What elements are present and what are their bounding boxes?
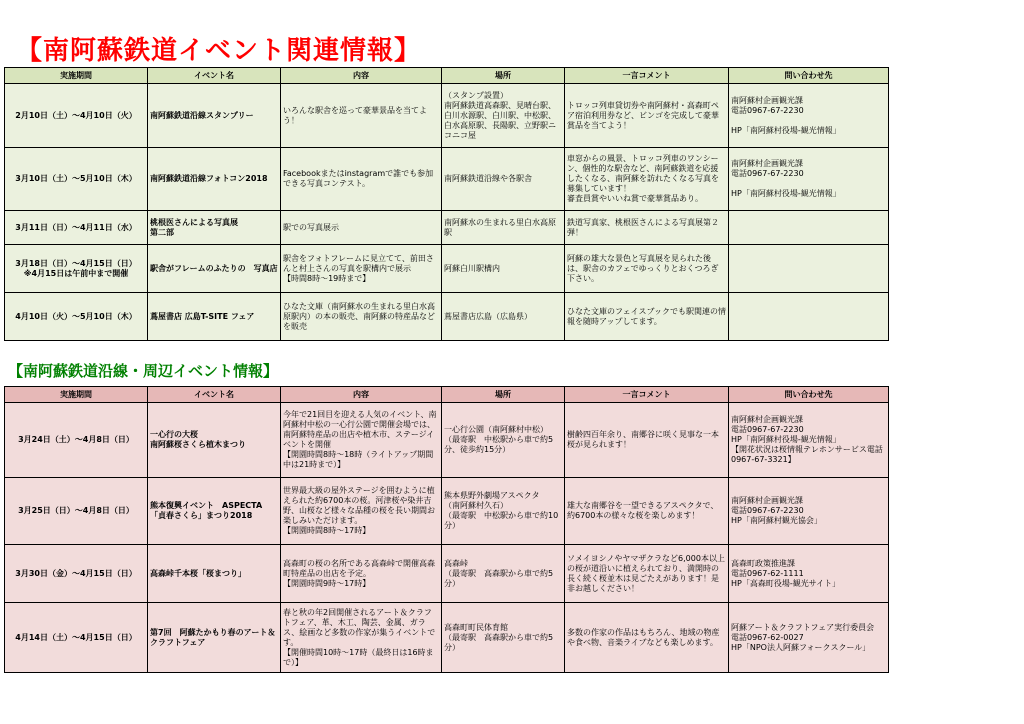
table-row xyxy=(5,603,889,673)
table-header-row xyxy=(5,68,889,84)
content-cell: 駅舎をフォトフレームに見立てて、前田さんと村上さんの写真を駅構内で展示 【時間8時～19時まで】 xyxy=(281,245,442,293)
header-content: 内容 xyxy=(281,68,442,84)
comment-cell: 鉄道写真家、桃根医さんによる写真展第２弾！ xyxy=(565,211,729,245)
place-cell: 一心行公園（南阿蘇村中松） （最寄駅 中松駅から車で約5分、徒歩約15分） xyxy=(442,403,565,478)
content-cell: Facebookまたはinstagramで誰でも参加できる写真コンテスト。 xyxy=(281,148,442,211)
period-cell: 3月30日（金）～4月15日（日） xyxy=(5,545,148,603)
content-cell: 春と秋の年2回開催されるアート＆クラフトフェア、革、木工、陶芸、金属、ガラス、絵画など多数の作家が集うイベントです。 【開催時間10時～17時（最終日は16時まで）】 xyxy=(281,603,442,673)
place-cell: （スタンプ設置） 南阿蘇鉄道高森駅、見晴台駅、白川水源駅、白川駅、中松駅、白水高原駅、長陽駅、立野駅ニコニコ屋 xyxy=(442,84,565,148)
header-period: 実施期間 xyxy=(5,68,148,84)
period-cell: 3月10日（土）～5月10日（木） xyxy=(5,148,148,211)
header-comment: 一言コメント xyxy=(565,387,729,403)
comment-cell: 雄大な南郷谷を一望できるアスペクタで、約6700本の様々な桜を楽しめます！ xyxy=(565,478,729,545)
comment-cell: 車窓からの風景、トロッコ列車のワンシーン、個性的な駅舎など、南阿蘇鉄道を応援したくなる、南阿蘇を訪れたくなる写真を募集しています！ 審査員賞やいいね賞で豪華賞品あり。 xyxy=(565,148,729,211)
event-cell: 南阿蘇鉄道沿線スタンプリー xyxy=(148,84,281,148)
table-row xyxy=(5,211,889,245)
event-cell: 蔦屋書店 広島T-SITE フェア xyxy=(148,293,281,341)
content-cell: 今年で21回目を迎える人気のイベント、南阿蘇村中松の一心行公園で開催会場では、南阿蘇特産品の出店や植木市、ステージイベントを開催 【開園時間8時～18時（ライトアップ期間中は21時まで）】 xyxy=(281,403,442,478)
table-header-row xyxy=(5,387,889,403)
period-cell: 3月18日（日）～4月15日（日） ※4月15日は午前中まで開催 xyxy=(5,245,148,293)
place-cell: 高森峠 （最寄駅 高森駅から車で約5分） xyxy=(442,545,565,603)
event-cell: 一心行の大桜 南阿蘇桜さくら植木まつり xyxy=(148,403,281,478)
section1-title: 【南阿蘇鉄道イベント関連情報】 xyxy=(16,36,422,66)
content-cell: いろんな駅舎を巡って豪華景品を当てよう！ xyxy=(281,84,442,148)
table-row xyxy=(5,478,889,545)
place-cell: 阿蘇白川駅構内 xyxy=(442,245,565,293)
table-row xyxy=(5,545,889,603)
period-cell: 3月24日（土）～4月8日（日） xyxy=(5,403,148,478)
comment-cell: 阿蘇の雄大な景色と写真展を見られた後は、駅舎のカフェでゆっくりとおくつろぎ下さい。 xyxy=(565,245,729,293)
contact-cell: 南阿蘇村企画観光課 電話0967-67-2230 HP「南阿蘇村役場-観光情報」 【開花状況は桜情報テレホンサービス電話0967-67-3321】 xyxy=(729,403,889,478)
header-contact: 問い合わせ先 xyxy=(729,68,889,84)
table-row xyxy=(5,84,889,148)
place-cell: 熊本県野外劇場アスペクタ （南阿蘇村久石） （最寄駅 中松駅から車で約10分） xyxy=(442,478,565,545)
header-place: 場所 xyxy=(442,387,565,403)
header-event: イベント名 xyxy=(148,387,281,403)
event-cell: 南阿蘇鉄道沿線フォトコン2018 xyxy=(148,148,281,211)
event-cell: 高森峠千本桜「桜まつり」 xyxy=(148,545,281,603)
event-cell: 駅舎がフレームのふたりの 写真店 xyxy=(148,245,281,293)
period-cell: 4月10日（火）～5月10日（木） xyxy=(5,293,148,341)
content-cell: 世界最大級の屋外ステージを囲むように植えられた約6700本の桜。河津桜や染井吉野、山桜など様々な品種の桜を長い期間お楽しみいただけます。 【開園時間8時～17時】 xyxy=(281,478,442,545)
event-cell: 熊本復興イベント ASPECTA 「貞春さくら」まつり2018 xyxy=(148,478,281,545)
header-period: 実施期間 xyxy=(5,387,148,403)
place-cell: 蔦屋書店広島（広島県） xyxy=(442,293,565,341)
contact-cell: 阿蘇アート＆クラフトフェア実行委員会 電話0967-62-0027 HP「NPO法人阿蘇フォークスクール」 xyxy=(729,603,889,673)
comment-cell: ひなた文庫のフェイスブックでも駅関連の情報を随時アップしてます。 xyxy=(565,293,729,341)
table-row xyxy=(5,293,889,341)
contact-cell: 高森町政策推進課 電話0967-62-1111 HP「高森町役場-観光サイト」 xyxy=(729,545,889,603)
contact-cell: 南阿蘇村企画観光課 電話0967-67-2230 HP「南阿蘇村観光協会」 xyxy=(729,478,889,545)
place-cell: 南阿蘇鉄道沿線や各駅舎 xyxy=(442,148,565,211)
period-cell: 3月25日（日）～4月8日（日） xyxy=(5,478,148,545)
period-cell: 3月11日（日）～4月11日（水） xyxy=(5,211,148,245)
place-cell: 高森町町民体育館 （最寄駅 高森駅から車で約5分） xyxy=(442,603,565,673)
header-content: 内容 xyxy=(281,387,442,403)
contact-cell: 南阿蘇村企画観光課 電話0967-67-2230 HP「南阿蘇村役場-観光情報」 xyxy=(729,148,889,211)
event-cell: 桃根医さんによる写真展 第二部 xyxy=(148,211,281,245)
railway-events-table xyxy=(4,67,889,341)
section2-title: 【南阿蘇鉄道沿線・周辺イベント情報】 xyxy=(8,362,279,380)
content-cell: 高森町の桜の名所である高森峠で開催高森町特産品の出店を予定。 【開園時間9時～17時】 xyxy=(281,545,442,603)
nearby-events-table xyxy=(4,386,889,673)
comment-cell: 多数の作家の作品はもちろん、地域の物産や食べ物、音楽ライブなども楽しめます。 xyxy=(565,603,729,673)
table-row xyxy=(5,403,889,478)
content-cell: ひなた文庫（南阿蘇水の生まれる里白水高原駅内）の本の販売、南阿蘇の特産品などを販売 xyxy=(281,293,442,341)
table-row xyxy=(5,245,889,293)
event-cell: 第7回 阿蘇たかもり春のアート＆クラフトフェア xyxy=(148,603,281,673)
header-place: 場所 xyxy=(442,68,565,84)
header-contact: 問い合わせ先 xyxy=(729,387,889,403)
comment-cell: ソメイヨシノやヤマザクラなど6,000本以上の桜が道沿いに植えられており、満開時の長く続く桜並木は見ごたえがあります！是非お越しください！ xyxy=(565,545,729,603)
header-comment: 一言コメント xyxy=(565,68,729,84)
period-cell: 2月10日（土）～4月10日（火） xyxy=(5,84,148,148)
contact-cell xyxy=(729,293,889,341)
comment-cell: 樹齢四百年余り、南郷谷に咲く見事な一本桜が見られます！ xyxy=(565,403,729,478)
content-cell: 駅での写真展示 xyxy=(281,211,442,245)
contact-cell xyxy=(729,211,889,245)
place-cell: 南阿蘇水の生まれる里白水高原駅 xyxy=(442,211,565,245)
table-row xyxy=(5,148,889,211)
comment-cell: トロッコ列車貸切券や南阿蘇村・高森町ペア宿泊利用券など、ビンゴを完成して豪華賞品を当てよう！ xyxy=(565,84,729,148)
contact-cell xyxy=(729,245,889,293)
header-event: イベント名 xyxy=(148,68,281,84)
contact-cell: 南阿蘇村企画観光課 電話0967-67-2230 HP「南阿蘇村役場-観光情報」 xyxy=(729,84,889,148)
period-cell: 4月14日（土）～4月15日（日） xyxy=(5,603,148,673)
